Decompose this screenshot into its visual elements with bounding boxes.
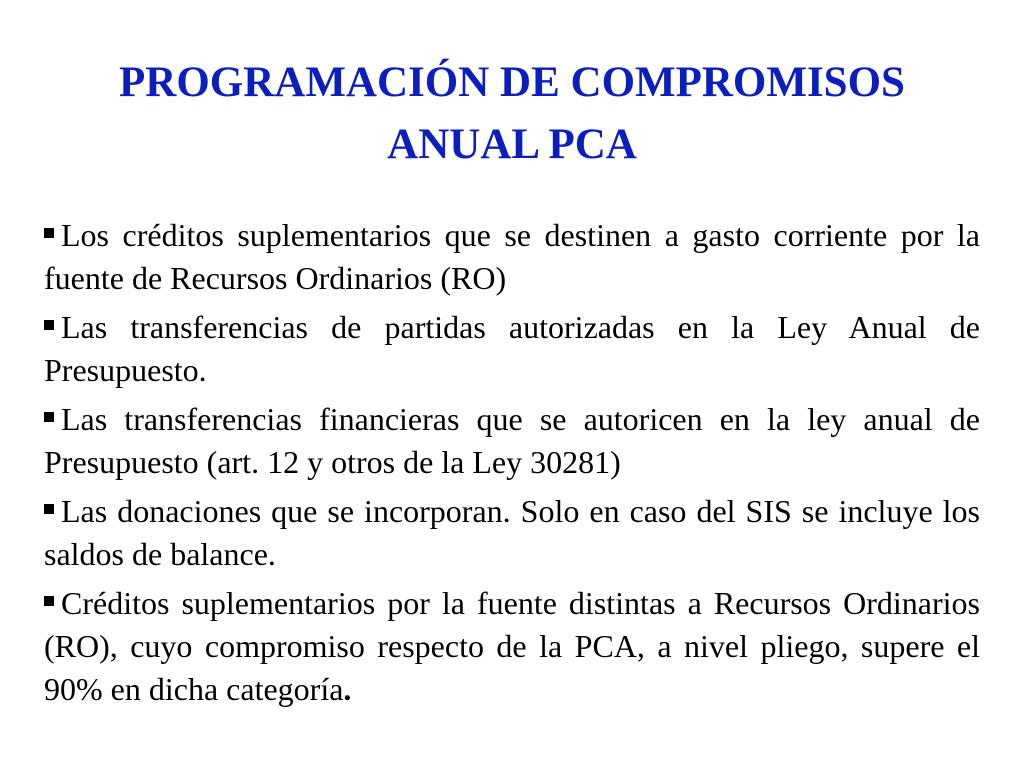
bullet-text: Las transferencias de partidas autorizadas en la Ley Anual de Presupuesto.: [44, 309, 980, 388]
bullet-item-3: [44, 398, 980, 484]
page-title: [44, 52, 980, 176]
square-bullet-icon: [44, 228, 54, 238]
bullet-text: Las donaciones que se incorporan. Solo en caso del SIS se incluye los saldos de balance.: [44, 493, 980, 572]
bullet-text: Las transferencias financieras que se autoricen en la ley anual de Presupuesto (art. 12 y otros de la Ley 30281): [44, 401, 980, 480]
title-line-2: ANUAL PCA: [387, 121, 637, 168]
bullet-text: Créditos suplementarios por la fuente distintas a Recursos Ordinarios (RO), cuyo compromiso respecto de la PCA, a nivel pliego, supere el 90% en dicha categoría: [44, 585, 980, 707]
bullet-text: Los créditos suplementarios que se destinen a gasto corriente por la fuente de Recursos Ordinarios (RO): [44, 217, 980, 296]
bullet-list: [44, 214, 980, 711]
bullet-item-2: [44, 306, 980, 392]
bullet-end-period: .: [343, 671, 352, 707]
bullet-item-1: [44, 214, 980, 300]
bullet-item-5: [44, 582, 980, 711]
bullet-item-4: [44, 490, 980, 576]
square-bullet-icon: [44, 320, 54, 330]
square-bullet-icon: [44, 412, 54, 422]
square-bullet-icon: [44, 504, 54, 514]
square-bullet-icon: [44, 596, 54, 606]
title-line-1: PROGRAMACIÓN DE COMPROMISOS: [119, 59, 905, 106]
